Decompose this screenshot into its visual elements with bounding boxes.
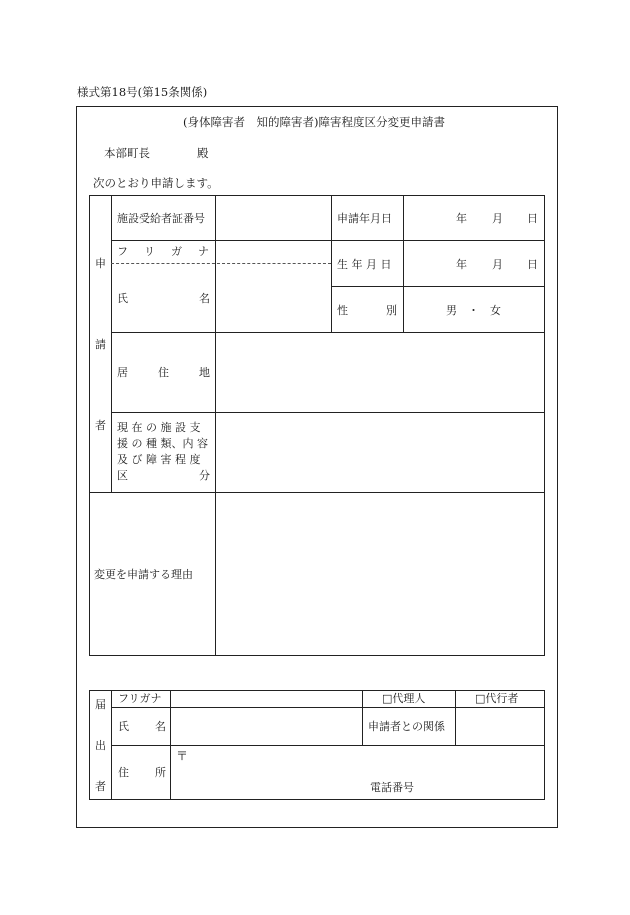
name-label-char: 氏 <box>117 292 128 305</box>
furigana-field[interactable] <box>216 241 330 263</box>
current-services-field[interactable] <box>216 413 544 492</box>
current-services-label: 現 在 の 施 設 支 <box>117 421 201 434</box>
sex-label-char: 性 <box>337 304 348 317</box>
reason-field[interactable] <box>216 493 544 655</box>
addressee-name: 本部町長 <box>104 146 150 160</box>
residence-label-char: 地 <box>199 366 210 379</box>
furigana-label-char: フ <box>117 245 128 258</box>
submitter-address-label-char: 所 <box>155 766 166 779</box>
relation-field[interactable] <box>456 708 544 745</box>
birthdate-field[interactable] <box>404 241 544 286</box>
residence-field[interactable] <box>216 333 544 412</box>
proxy-checkbox[interactable]: □代行者 <box>475 692 519 705</box>
furigana-label-char: ガ <box>171 245 182 258</box>
submitter-name-field[interactable] <box>171 708 361 745</box>
furigana-label-char: リ <box>144 245 155 258</box>
form-title: (身体障害者 知的障害者)障害程度区分変更申請書 <box>183 115 445 129</box>
current-services-label: 区 <box>117 469 128 482</box>
submitter-label-char: 届 <box>95 698 106 711</box>
birth-year-unit: 年 <box>456 258 467 271</box>
birth-month-unit: 月 <box>492 258 503 271</box>
submitter-furigana-label: フリガナ <box>118 692 162 705</box>
current-services-label: 及 び 障 害 程 度 <box>117 453 201 466</box>
sex-label-char: 別 <box>386 304 397 317</box>
apply-year-unit: 年 <box>456 212 467 225</box>
addressee-honorific: 殿 <box>197 146 209 160</box>
apply-date-label: 申請年月日 <box>337 212 392 225</box>
applicant-label-char: 者 <box>95 419 106 432</box>
name-label-char: 名 <box>199 292 210 305</box>
agent-checkbox[interactable]: □代理人 <box>382 692 426 705</box>
residence-label-char: 住 <box>158 366 169 379</box>
submitter-furigana-field[interactable] <box>171 691 361 707</box>
birthdate-label: 生 年 月 日 <box>337 258 392 271</box>
furigana-label-char: ナ <box>198 245 209 258</box>
submitter-address-label-char: 住 <box>118 766 129 779</box>
applicant-label-char: 請 <box>95 338 106 351</box>
residence-label-char: 居 <box>117 366 128 379</box>
submitter-label-char: 出 <box>95 739 106 752</box>
cert-number-field[interactable] <box>216 196 330 240</box>
divider <box>331 195 332 333</box>
relation-label: 申請者との関係 <box>368 720 445 733</box>
submitter-name-label-char: 氏 <box>118 720 129 733</box>
reason-label: 変更を申請する理由 <box>94 568 193 581</box>
submitter-address-field[interactable] <box>190 746 544 774</box>
sex-options[interactable]: 男 ・ 女 <box>446 304 501 317</box>
form-number: 様式第18号(第15条関係) <box>77 85 208 99</box>
apply-day-unit: 日 <box>527 212 538 225</box>
phone-field[interactable] <box>420 776 544 799</box>
apply-month-unit: 月 <box>492 212 503 225</box>
divider <box>331 286 545 287</box>
phone-label: 電話番号 <box>370 781 414 794</box>
intro-text: 次のとおり申請します。 <box>93 176 219 190</box>
submitter-label-char: 者 <box>95 780 106 793</box>
applicant-label-char: 申 <box>95 257 106 270</box>
postal-mark: 〒 <box>176 749 189 763</box>
name-field[interactable] <box>216 264 330 332</box>
apply-date-field[interactable] <box>404 196 544 240</box>
current-services-label: 援 の 種 類、内 容 <box>117 437 208 450</box>
cert-number-label: 施設受給者証番号 <box>117 212 205 225</box>
current-services-label: 分 <box>199 469 210 482</box>
submitter-name-label-char: 名 <box>155 720 166 733</box>
birth-day-unit: 日 <box>527 258 538 271</box>
divider <box>362 690 363 745</box>
